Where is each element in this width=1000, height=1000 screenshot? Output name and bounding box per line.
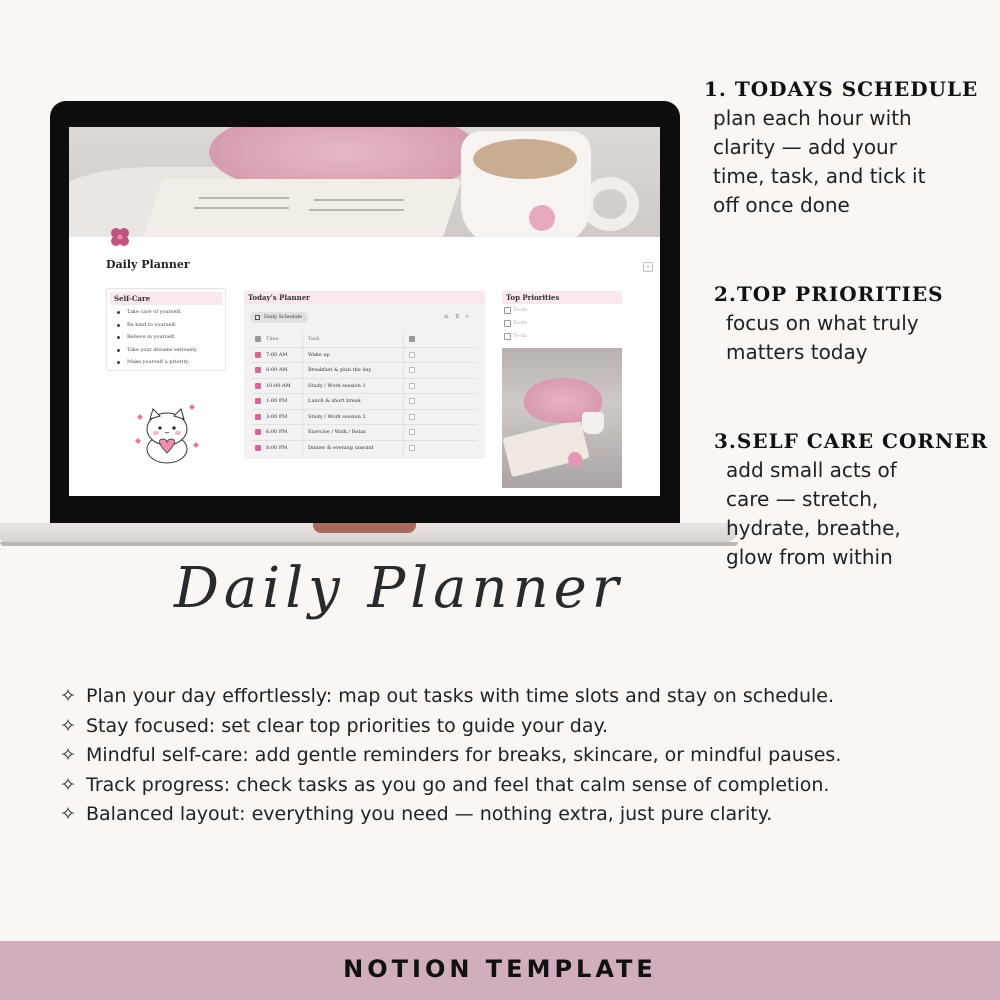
footer-banner xyxy=(0,941,1000,1000)
script-title: Daily Planner xyxy=(174,556,624,621)
row-task[interactable]: Study / Work session 1 xyxy=(308,382,366,389)
row-task[interactable]: Study / Work session 2 xyxy=(308,413,366,420)
clock-icon xyxy=(255,445,261,451)
sparkle-icon: ✧ xyxy=(60,714,76,737)
row-checkbox[interactable] xyxy=(409,414,415,420)
list-item: Take care of yourself. xyxy=(117,308,225,321)
benefits-list xyxy=(60,682,841,830)
cat-heart-sticker xyxy=(131,401,203,467)
bullet-text: Stay focused: set clear top priorities to guide your day. xyxy=(86,714,609,737)
self-care-heading: Self-Care xyxy=(110,292,222,305)
list-item xyxy=(60,741,841,771)
row-checkbox[interactable] xyxy=(409,445,415,451)
laptop-notch xyxy=(313,523,416,533)
row-checkbox[interactable] xyxy=(409,398,415,404)
sort-icon[interactable]: ⇅ xyxy=(454,313,466,320)
feature-priorities xyxy=(714,282,944,367)
table-row[interactable] xyxy=(252,348,477,364)
planner-database xyxy=(244,304,485,459)
collapse-button[interactable]: – xyxy=(643,262,653,272)
feature-schedule xyxy=(704,77,978,220)
row-time: 6:00 PM xyxy=(266,429,288,435)
row-task[interactable]: Lunch & short break xyxy=(308,398,361,404)
feature-line: plan each hour with xyxy=(713,106,912,130)
daily-schedule-view-tab[interactable] xyxy=(250,312,308,323)
cover-photo xyxy=(69,127,660,237)
list-item xyxy=(60,682,841,712)
sparkle-icon: ✧ xyxy=(60,685,76,707)
search-icon[interactable]: ⌕ xyxy=(465,313,475,320)
feature-line: time, task, and tick it xyxy=(713,164,926,188)
laptop-base-shadow xyxy=(0,542,738,546)
feature-line: off once done xyxy=(713,193,850,217)
laptop-frame xyxy=(50,101,680,523)
planner-heading: Today's Planner xyxy=(244,291,485,304)
priorities-photo xyxy=(502,348,622,488)
feature-heading: 3.SELF CARE CORNER xyxy=(714,429,989,453)
priorities-heading: Top Priorities xyxy=(502,291,622,304)
list-item: Be kind to yourself. xyxy=(117,321,225,334)
feature-heading: 2.TOP PRIORITIES xyxy=(714,282,944,306)
clock-icon xyxy=(255,414,261,420)
row-checkbox[interactable] xyxy=(409,383,415,389)
self-care-callout xyxy=(106,288,226,371)
clock-icon xyxy=(255,383,261,389)
notion-screen xyxy=(69,127,660,496)
table-row[interactable] xyxy=(252,363,477,379)
bullet-text: Balanced layout: everything you need — nothing extra, just pure clarity. xyxy=(86,803,773,825)
clock-icon xyxy=(255,429,261,435)
clock-icon xyxy=(255,398,261,404)
row-time: 8:00 PM xyxy=(266,444,288,451)
list-item xyxy=(60,771,841,801)
bullet-text: Plan your day effortlessly: map out tasks with time slots and stay on schedule. xyxy=(86,685,835,707)
table-row[interactable] xyxy=(252,410,477,426)
clock-icon xyxy=(255,352,261,358)
database-toolbar xyxy=(444,313,475,321)
bullet-text: Mindful self-care: add gentle reminders for breaks, skincare, or mindful pauses. xyxy=(86,744,842,766)
row-task[interactable]: Breakfast & plan the day xyxy=(308,367,372,373)
list-item: Believe in yourself. xyxy=(117,333,225,346)
feature-line: care — stretch, xyxy=(726,487,879,511)
schedule-table xyxy=(252,332,477,456)
sparkle-icon: ✧ xyxy=(60,744,76,766)
row-task[interactable]: Wake up xyxy=(308,351,330,358)
todo-item[interactable]: To-do xyxy=(502,330,622,343)
table-row[interactable] xyxy=(252,425,477,441)
table-header xyxy=(252,332,477,348)
table-row[interactable] xyxy=(252,394,477,410)
table-view-icon xyxy=(255,315,260,320)
row-checkbox[interactable] xyxy=(409,429,415,435)
feature-self-care xyxy=(714,429,988,572)
table-row[interactable] xyxy=(252,441,477,457)
sparkle-icon: ✧ xyxy=(60,803,76,825)
row-task[interactable]: Exercise / Walk / Relax xyxy=(308,429,366,435)
todays-planner xyxy=(244,291,485,459)
row-checkbox[interactable] xyxy=(409,352,415,358)
feature-line: hydrate, breathe, xyxy=(726,516,901,540)
column-header-time[interactable]: Time xyxy=(266,336,279,342)
flower-page-icon[interactable] xyxy=(108,225,132,249)
list-item xyxy=(60,800,841,830)
bullet-text: Track progress: check tasks as you go and feel that calm sense of completion. xyxy=(86,773,830,796)
list-item xyxy=(60,712,841,742)
todo-item[interactable]: To-do xyxy=(502,317,622,330)
sparkle-icon: ✧ xyxy=(60,773,76,796)
top-priorities xyxy=(502,291,622,343)
row-checkbox[interactable] xyxy=(409,367,415,373)
feature-line: add small acts of xyxy=(726,458,897,482)
column-header-task[interactable]: Task xyxy=(308,336,320,342)
footer-label: NOTION TEMPLATE xyxy=(343,955,657,983)
row-time: 1:00 PM xyxy=(266,398,288,404)
self-care-list xyxy=(107,305,225,371)
filter-icon[interactable]: ≡ xyxy=(443,313,455,320)
feature-line: matters today xyxy=(726,340,868,364)
view-label: Daily Schedule xyxy=(264,314,302,320)
list-item: Make yourself a priority. xyxy=(117,358,225,371)
checkbox-column-icon[interactable] xyxy=(409,336,415,342)
feature-heading: 1. TODAYS SCHEDULE xyxy=(704,77,979,101)
row-time: 10:00 AM xyxy=(266,382,291,389)
row-time: 8:00 AM xyxy=(266,367,288,373)
todo-item[interactable]: To-do xyxy=(502,304,622,317)
clock-icon xyxy=(255,367,261,373)
feature-line: clarity — add your xyxy=(713,135,897,159)
row-task[interactable]: Dinner & evening unwind xyxy=(308,444,374,451)
row-time: 7:00 AM xyxy=(266,351,288,358)
table-row[interactable] xyxy=(252,379,477,395)
page-title: Daily Planner xyxy=(106,258,190,271)
row-time: 3:00 PM xyxy=(266,413,288,420)
feature-line: glow from within xyxy=(726,545,893,569)
clock-icon xyxy=(255,336,261,342)
list-item: Take your dreams seriously xyxy=(117,346,225,359)
feature-line: focus on what truly xyxy=(726,311,919,335)
